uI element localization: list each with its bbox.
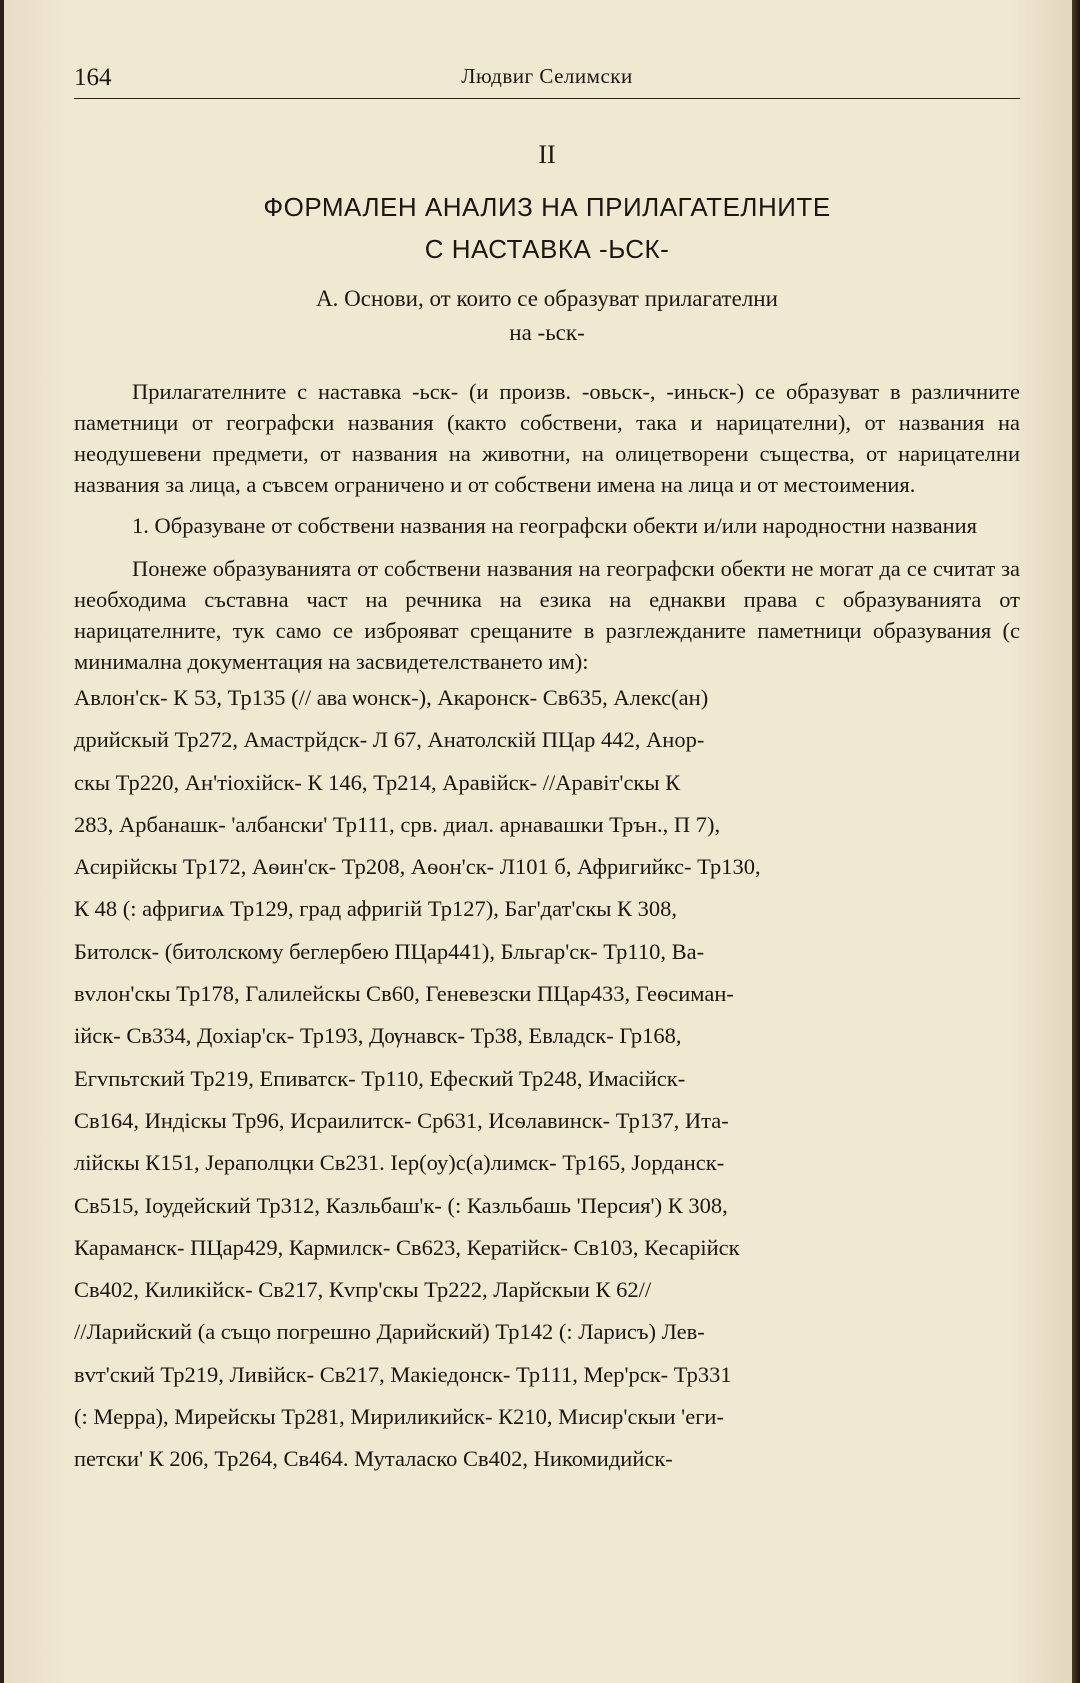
chapter-title-line-1: ФОРМАЛЕН АНАЛИЗ НА ПРИЛАГАТЕЛНИТЕ: [263, 192, 831, 222]
page-number: 164: [74, 64, 112, 91]
example-line: Битолск- (битолскому беглербею ПЦар441), Бльгар'ск- Тр110, Ва-: [74, 938, 705, 964]
example-line: Св402, Киликiйск- Св217, Кvпр'скы Тр222, Ларйскыи К 62//: [74, 1277, 652, 1303]
example-line: iйск- Св334, Дохiар'ск- Тр193, Дѹнавск- Тр38, Евладск- Гр168,: [74, 1023, 682, 1049]
section-title: [74, 282, 1020, 350]
example-line: дрийскый Тр272, Амастрйдск- Л 67, Анатолскiй ПЦар 442, Анор-: [74, 727, 705, 753]
chapter-title: [74, 186, 1020, 270]
page-header: [74, 62, 1020, 99]
example-list: [74, 677, 1020, 1481]
example-line: Св164, Индiскы Тр96, Исраилитск- Ср631, Исѳлавинск- Тр137, Ита-: [74, 1107, 729, 1133]
body-text: [74, 376, 1020, 1481]
example-line: лiйскы К151, Јераполцки Св231. Iер(оу)с(а)лимск- Тр165, Јорданск-: [74, 1150, 725, 1176]
paragraph-1: Прилагателните с наставка -ьск- (и произв. -овьск-, -иньск-) се образуват в различните паметници от географски названия (както собствени, така и нарицателни), от названия на неодушевени предмети, от названия на животни, на олицетворени същества, от нарицателни названия за лица, а съвсем ограничено и от собствени имена на лица и от местоимения.: [74, 379, 1020, 497]
chapter-number: II: [538, 140, 556, 169]
example-line: вvт'ский Тр219, Ливiйск- Св217, Макiедонск- Тр111, Мер'рск- Тр331: [74, 1361, 732, 1387]
example-line: К 48 (: афригиѧ Тр129, град афригiй Тр127), Баг'дат'скы К 308,: [74, 896, 678, 922]
page-edge-shadow: [1072, 0, 1080, 1683]
section-title-line-1: А. Основи, от които се образуват прилагателни: [316, 286, 778, 311]
example-line: вvлон'скы Тр178, Галилейскы Св60, Геневезски ПЦар433, Геѳсиман-: [74, 981, 734, 1007]
chapter-title-line-2: С НАСТАВКА -ЬСК-: [424, 234, 670, 264]
paragraph-2: Понеже образуванията от собствени названия на географски обекти не могат да се считат за необходима съставна част на речника на езика на еднакви права с образуванията от нарицателните, тук само се изброяват срещаните в разглежданите паметници образувания (с минимална документация на засвидетелстването им):: [74, 556, 1020, 674]
example-line: Караманск- ПЦар429, Кармилск- Св623, Кератiйск- Св103, Кесарiйск: [74, 1234, 740, 1260]
example-line: Асирiйскы Тр172, Аѳин'ск- Тр208, Аѳон'ск- Л101 б, Афригийкс- Тр130,: [74, 854, 761, 880]
example-line: //Ларийский (а също погрешно Дарийский) Тр142 (: Ларисъ) Лев-: [74, 1319, 705, 1345]
example-line: (: Мерра), Мирейскы Тр281, Мириликийск- К210, Мисир'скыи 'еги-: [74, 1404, 724, 1430]
book-page: [4, 0, 1072, 1683]
example-line: петски' К 206, Тр264, Св464. Муталаско Св402, Никомидийск-: [74, 1446, 673, 1472]
running-head: Людвиг Селимски: [461, 64, 633, 88]
example-line: Авлон'ск- К 53, Тр135 (// ава ѡонск-), Акаронск- Св635, Алекс(ан): [74, 685, 709, 710]
subsection-heading: 1. Образуване от собствени названия на географски обекти и/или народностни названия: [132, 513, 978, 538]
example-line: скы Тр220, Ан'тiохiйск- К 146, Тр214, Аравiйск- //Аравiт'скы К: [74, 769, 681, 795]
example-line: Св515, Iоудейский Тр312, Казльбаш'к- (: Казльбашь 'Персия') К 308,: [74, 1192, 728, 1218]
section-title-line-2: на -ьск-: [509, 320, 585, 345]
example-line: 283, Арбанашк- 'албански' Тр111, срв. диал. арнавашки Трън., П 7),: [74, 811, 721, 837]
example-line: Егvпьтский Тр219, Епиватск- Тр110, Ефеский Тр248, Имасiйск-: [74, 1065, 686, 1091]
